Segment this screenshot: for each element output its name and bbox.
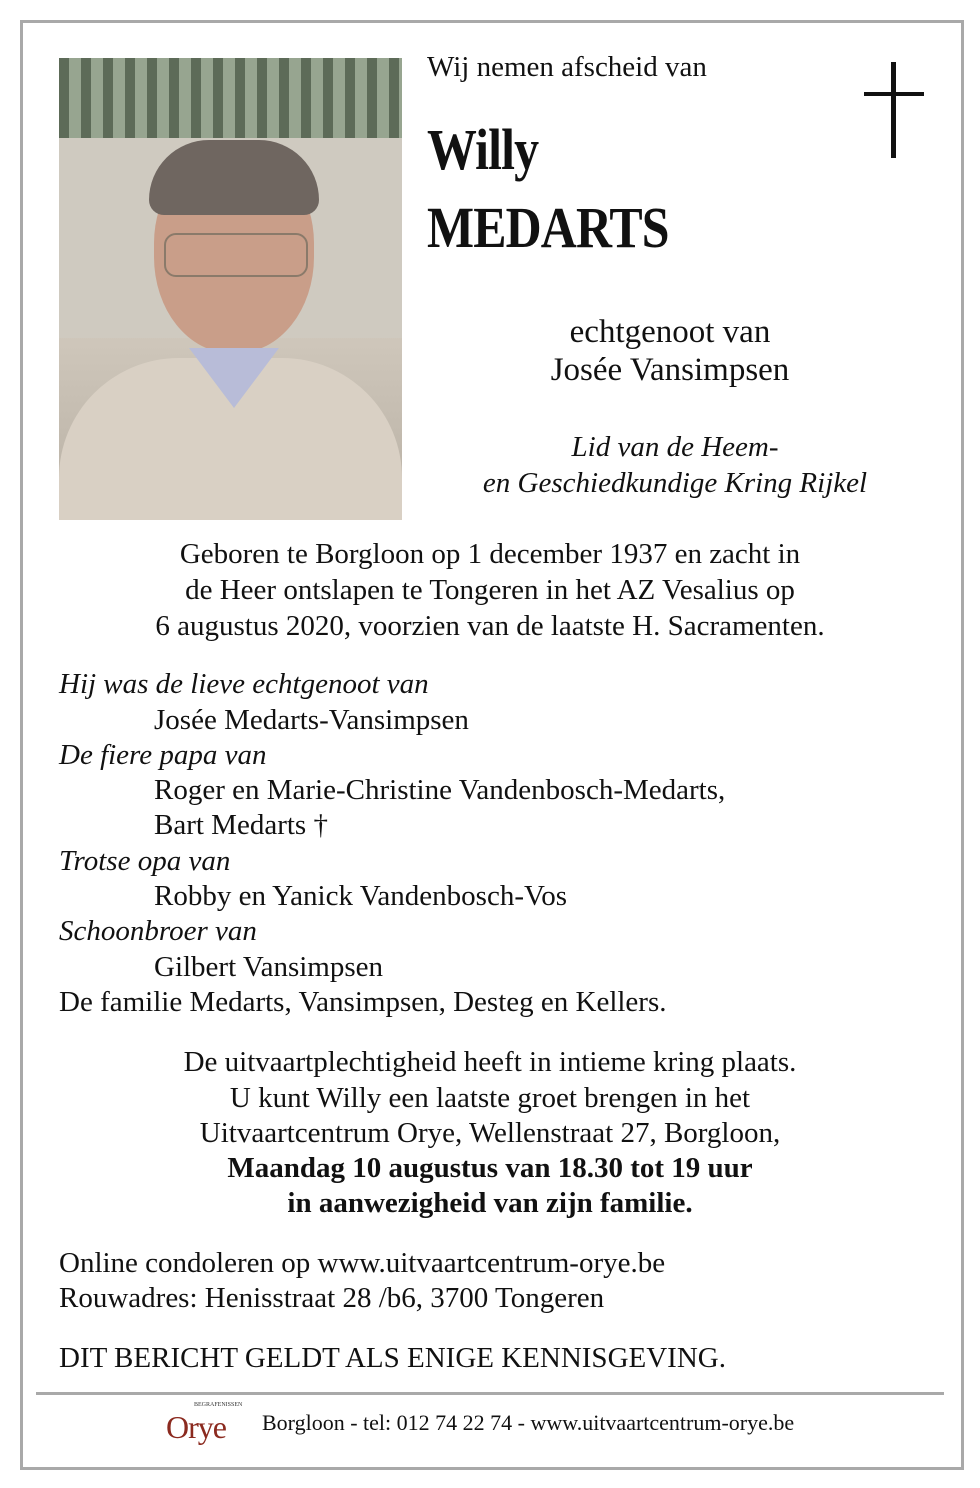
spouse-label: echtgenoot van <box>569 314 771 350</box>
visitation-note: in aanwezigheid van zijn familie. <box>287 1187 693 1219</box>
family-name: Roger en Marie-Christine Vandenbosch-Medarts, <box>154 774 726 806</box>
family-name: Gilbert Vansimpsen <box>154 951 384 983</box>
orye-logo <box>166 1402 242 1446</box>
ceremony-line-3: Uitvaartcentrum Orye, Wellenstraat 27, Borgloon, <box>199 1117 781 1149</box>
first-name: Willy <box>427 117 539 182</box>
family-name: Robby en Yanick Vandenbosch-Vos <box>154 880 567 912</box>
family-label-grandchildren: Trotse opa van <box>59 845 231 877</box>
mourning-address: Rouwadres: Henisstraat 28 /b6, 3700 Tongeren <box>59 1282 605 1314</box>
family-name: Josée Medarts-Vansimpsen <box>154 704 469 736</box>
membership-line-2: en Geschiedkundige Kring Rijkel <box>482 467 868 499</box>
birth-line-2: de Heer ontslapen te Tongeren in het AZ Vesalius op <box>185 574 795 606</box>
family-name: Bart Medarts † <box>154 809 328 841</box>
logo-tagline: BEGRAFENISSEN <box>194 1402 243 1408</box>
logo-wordmark: Orye <box>166 1409 226 1445</box>
footer-contact: Borgloon - tel: 012 74 22 74 - www.uitvaartcentrum-orye.be <box>262 1410 795 1435</box>
family-label-spouse: Hij was de lieve echtgenoot van <box>59 668 429 700</box>
visitation-time: Maandag 10 augustus van 18.30 tot 19 uur <box>227 1152 753 1184</box>
spouse-name: Josée Vansimpsen <box>550 352 790 388</box>
last-name: MEDARTS <box>427 195 669 260</box>
birth-line-1: Geboren te Borgloon op 1 december 1937 en zacht in <box>179 538 801 570</box>
family-label-children: De fiere papa van <box>59 739 267 771</box>
footer-divider <box>36 1392 944 1395</box>
membership-line-1: Lid van de Heem- <box>571 431 779 463</box>
ceremony-line-1: De uitvaartplechtigheid heeft in intieme kring plaats. <box>183 1046 797 1078</box>
ceremony-line-2: U kunt Willy een laatste groet brengen in het <box>229 1082 751 1114</box>
family-extra: De familie Medarts, Vansimpsen, Desteg en Kellers. <box>59 986 667 1018</box>
intro-text: Wij nemen afscheid van <box>427 51 707 83</box>
birth-line-3: 6 augustus 2020, voorzien van de laatste H. Sacramenten. <box>155 610 825 642</box>
portrait-photo <box>59 58 402 520</box>
notice-text: DIT BERICHT GELDT ALS ENIGE KENNISGEVING. <box>59 1342 726 1374</box>
cross-icon <box>864 62 924 158</box>
online-condolence: Online condoleren op www.uitvaartcentrum-orye.be <box>59 1247 666 1279</box>
family-label-in-law: Schoonbroer van <box>59 915 257 947</box>
